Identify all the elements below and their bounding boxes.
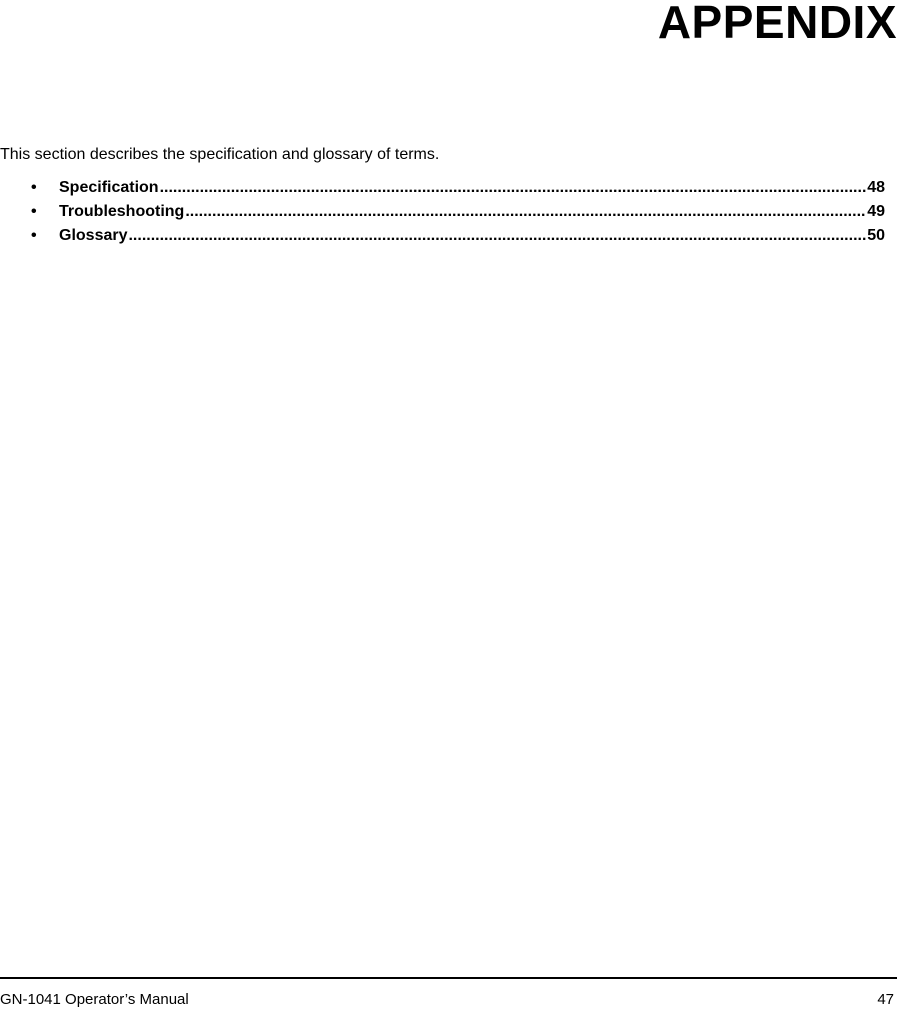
footer-divider bbox=[0, 977, 897, 979]
toc-link-specification[interactable] bbox=[59, 178, 885, 198]
toc-page-number: 49 bbox=[867, 203, 885, 220]
toc-label: Troubleshooting bbox=[59, 203, 185, 220]
footer-document-name: GN-1041 Operator’s Manual bbox=[0, 991, 189, 1008]
bullet-icon: • bbox=[31, 179, 37, 196]
toc-label: Specification bbox=[59, 179, 159, 196]
toc-link-troubleshooting[interactable] bbox=[59, 202, 885, 222]
intro-text: This section describes the specification and glossary of terms. bbox=[0, 146, 440, 163]
page-title: APPENDIX bbox=[657, 0, 897, 48]
bullet-icon: • bbox=[31, 227, 37, 244]
dot-leader bbox=[128, 226, 866, 246]
toc-item-specification bbox=[31, 178, 885, 202]
toc-page-number: 50 bbox=[867, 227, 885, 244]
bullet-icon: • bbox=[31, 203, 37, 220]
dot-leader bbox=[160, 178, 867, 198]
toc-label: Glossary bbox=[59, 227, 128, 244]
toc-item-glossary bbox=[31, 226, 885, 250]
toc-page-number: 48 bbox=[867, 179, 885, 196]
table-of-contents bbox=[31, 178, 885, 250]
footer-page-number: 47 bbox=[877, 991, 894, 1008]
dot-leader bbox=[185, 202, 866, 222]
toc-item-troubleshooting bbox=[31, 202, 885, 226]
toc-link-glossary[interactable] bbox=[59, 226, 885, 246]
